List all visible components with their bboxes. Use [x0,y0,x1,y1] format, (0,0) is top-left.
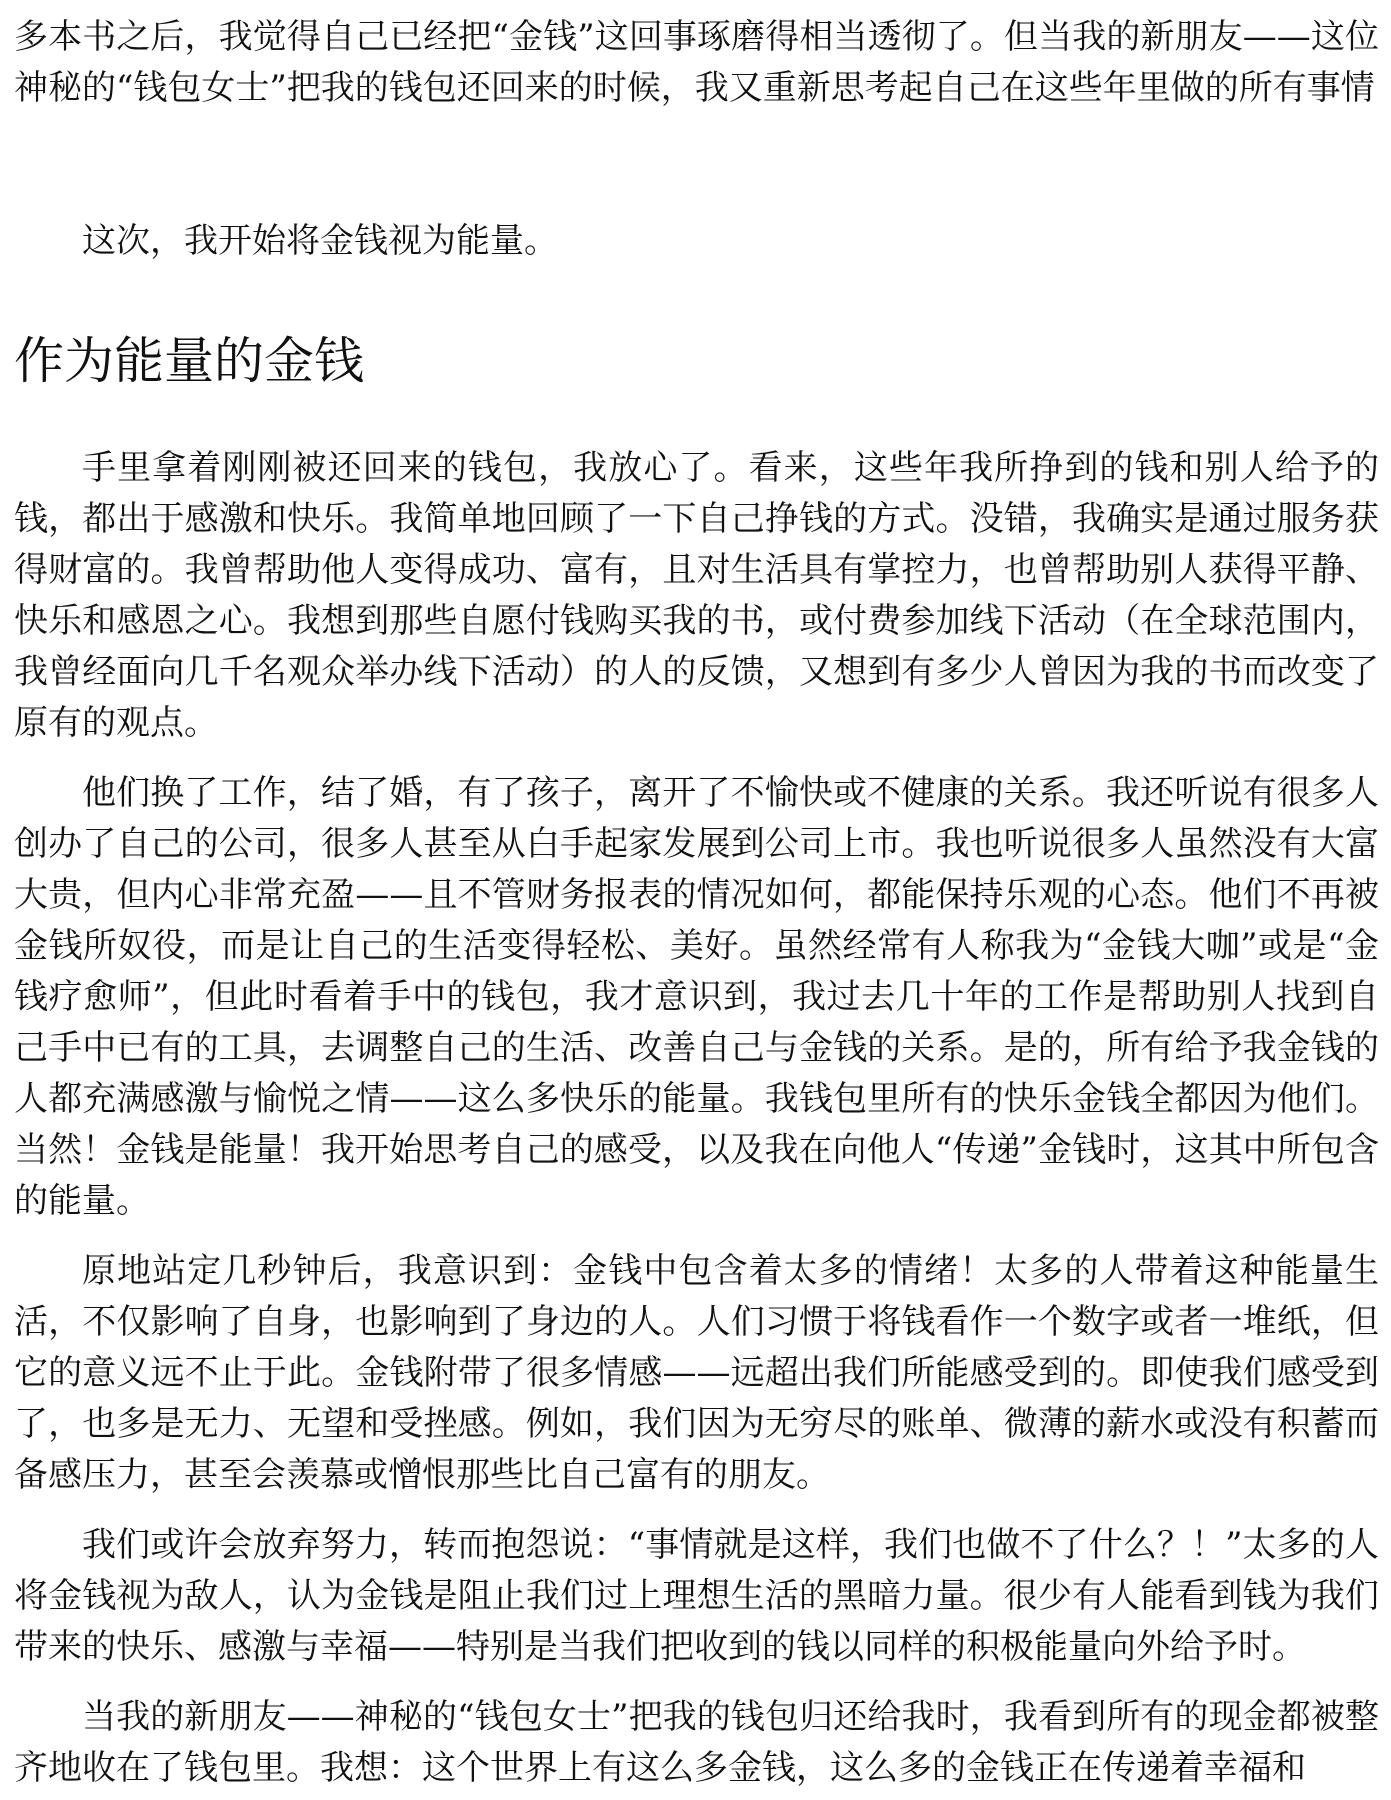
section-title: 作为能量的金钱 [14,332,364,390]
body-paragraph-1: 手里拿着刚刚被还回来的钱包，我放心了。看来，这些年我所挣到的钱和别人给予的钱，都出于感激和快乐。我简单地回顾了一下自己挣钱的方式。没错，我确实是通过服务获得财富的。我曾帮助他人变得成功、富有，且对生活具有掌控力，也曾帮助别人获得平静、快乐和感恩之心。我想到那些自愿付钱购买我的书，或付费参加线下活动（在全球范围内，我曾经面向几千名观众举办线下活动）的人的反馈，又想到有多少人曾因为我的书而改变了原有的观点。 [14,448,1379,743]
body-paragraph-2: 他们换了工作，结了婚，有了孩子，离开了不愉快或不健康的关系。我还听说有很多人创办了自己的公司，很多人甚至从白手起家发展到公司上市。我也听说很多人虽然没有大富大贵，但内心非常充盈——且不管财务报表的情况如何，都能保持乐观的心态。他们不再被金钱所奴役，而是让自己的生活变得轻松、美好。虽然经常有人称我为“金钱大咖”或是“金钱疗愈师”，但此时看着手中的钱包，我才意识到，我过去几十年的工作是帮助别人找到自己手中已有的工具，去调整自己的生活、改善自己与金钱的关系。是的，所有给予我金钱的人都充满感激与愉悦之情——这么多快乐的能量。我钱包里所有的快乐金钱全都因为他们。当然！金钱是能量！我开始思考自己的感受，以及我在向他人“传递”金钱时，这其中所包含的能量。 [14,773,1379,1221]
body-paragraph-4: 我们或许会放弃努力，转而抱怨说：“事情就是这样，我们也做不了什么？！”太多的人将金钱视为敌人，认为金钱是阻止我们过上理想生活的黑暗力量。很少有人能看到钱为我们带来的快乐、感激与幸福——特别是当我们把收到的钱以同样的积极能量向外给予时。 [14,1525,1379,1667]
transition-sentence: 这次，我开始将金钱视为能量。 [82,221,558,261]
book-page [14,0,1379,1794]
body-paragraph-3: 原地站定几秒钟后，我意识到：金钱中包含着太多的情绪！太多的人带着这种能量生活，不仅影响了自身，也影响到了身边的人。人们习惯于将钱看作一个数字或者一堆纸，但它的意义远不止于此。金钱附带了很多情感——远超出我们所能感受到的。即使我们感受到了，也多是无力、无望和受挫感。例如，我们因为无穷尽的账单、微薄的薪水或没有积蓄而备感压力，甚至会羡慕或憎恨那些比自己富有的朋友。 [14,1251,1379,1495]
intro-paragraph: 多本书之后，我觉得自己已经把“金钱”这回事琢磨得相当透彻了。但当我的新朋友——这位神秘的“钱包女士”把我的钱包还回来的时候，我又重新思考起自己在这些年里做的所有事情 [14,17,1379,108]
body-paragraph-5: 当我的新朋友——神秘的“钱包女士”把我的钱包归还给我时，我看到所有的现金都被整齐地收在了钱包里。我想：这个世界上有这么多金钱，这么多的金钱正在传递着幸福和 [14,1697,1379,1788]
